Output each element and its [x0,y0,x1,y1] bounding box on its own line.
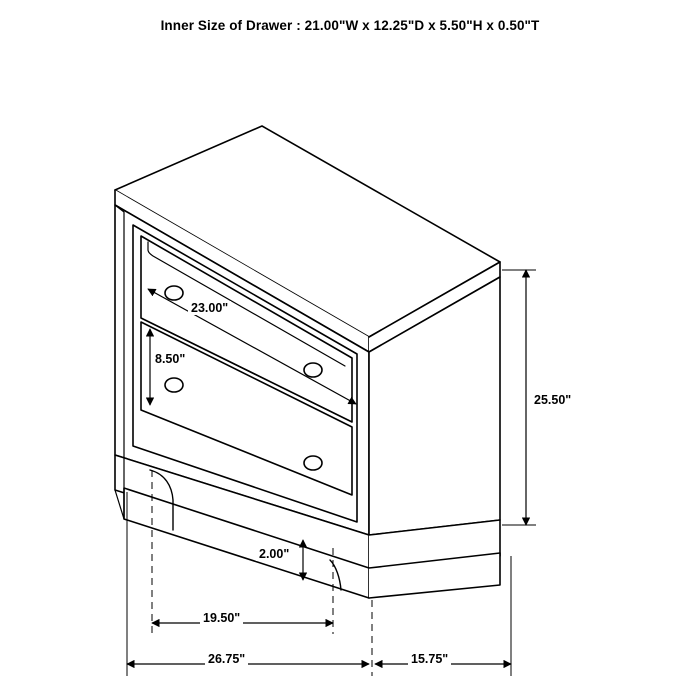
dim-label-drawer-height: 8.50" [152,352,188,366]
knob-bottom-left [165,378,183,392]
dim-label-front-width: 26.75" [205,652,248,666]
knob-top-right [304,363,322,377]
dim-label-base-clearance: 2.00" [256,547,292,561]
page-title: Inner Size of Drawer : 21.00"W x 12.25"D x 5.50"H x 0.50"T [160,18,540,33]
dim-label-side-depth: 15.75" [408,652,451,666]
dim-label-drawer-width: 23.00" [188,301,231,315]
dim-label-leg-span: 19.50" [200,611,243,625]
knob-bottom-right [304,456,322,470]
knob-top-left [165,286,183,300]
dim-label-overall-height: 25.50" [531,393,574,407]
